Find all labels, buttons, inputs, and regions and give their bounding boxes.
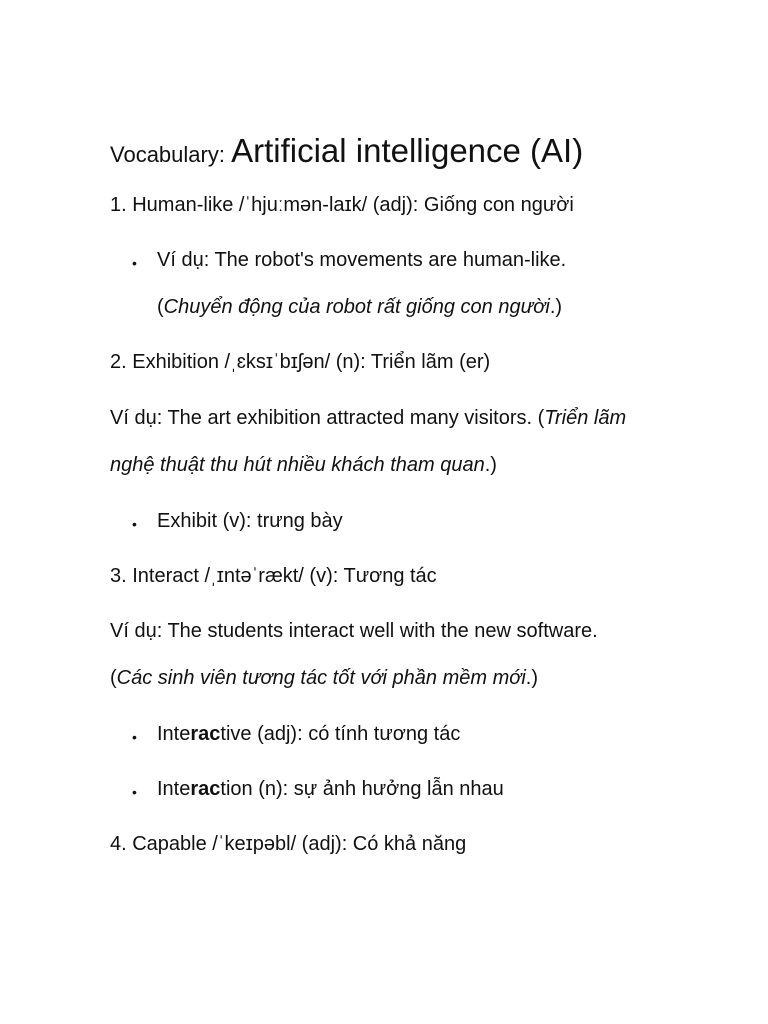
entry-3-heading: 3. Interact /ˌɪntəˈrækt/ (v): Tương tác [110, 565, 437, 587]
title-main: Artificial intelligence (AI) [231, 132, 584, 169]
bullet-icon: • [132, 729, 137, 745]
entry-2-derived: Exhibit (v): trưng bày [157, 510, 343, 532]
entry-4-heading: 4. Capable /ˈkeɪpəbl/ (adj): Có khả năng [110, 833, 467, 855]
entry-2-example: Ví dụ: The art exhibition attracted many visitors. (Triển lãm [110, 407, 627, 429]
entry-2-translation: nghệ thuật thu hút nhiều khách tham quan.) [110, 454, 497, 476]
entry-3-derived-adj: Interactive (adj): có tính tương tác [157, 723, 461, 745]
bullet-icon: • [132, 255, 137, 271]
entry-3-example: Ví dụ: The students interact well with the new software. [110, 620, 598, 642]
entry-3-translation: (Các sinh viên tương tác tốt với phần mềm mới.) [110, 667, 538, 689]
entry-1-example: Ví dụ: The robot's movements are human-like. [157, 249, 567, 271]
entry-1-translation: (Chuyển động của robot rất giống con người.) [157, 296, 563, 318]
entry-3-derived-noun: Interaction (n): sự ảnh hưởng lẫn nhau [157, 778, 504, 800]
bullet-icon: • [132, 516, 137, 532]
document-title [110, 134, 583, 167]
entry-2-heading: 2. Exhibition /ˌɛksɪˈbɪʃən/ (n): Triển lãm (er) [110, 351, 491, 373]
title-prefix: Vocabulary: [110, 142, 232, 167]
bullet-icon: • [132, 784, 137, 800]
entry-1-heading: 1. Human-like /ˈhjuːmən-laɪk/ (adj): Giống con người [110, 194, 574, 216]
